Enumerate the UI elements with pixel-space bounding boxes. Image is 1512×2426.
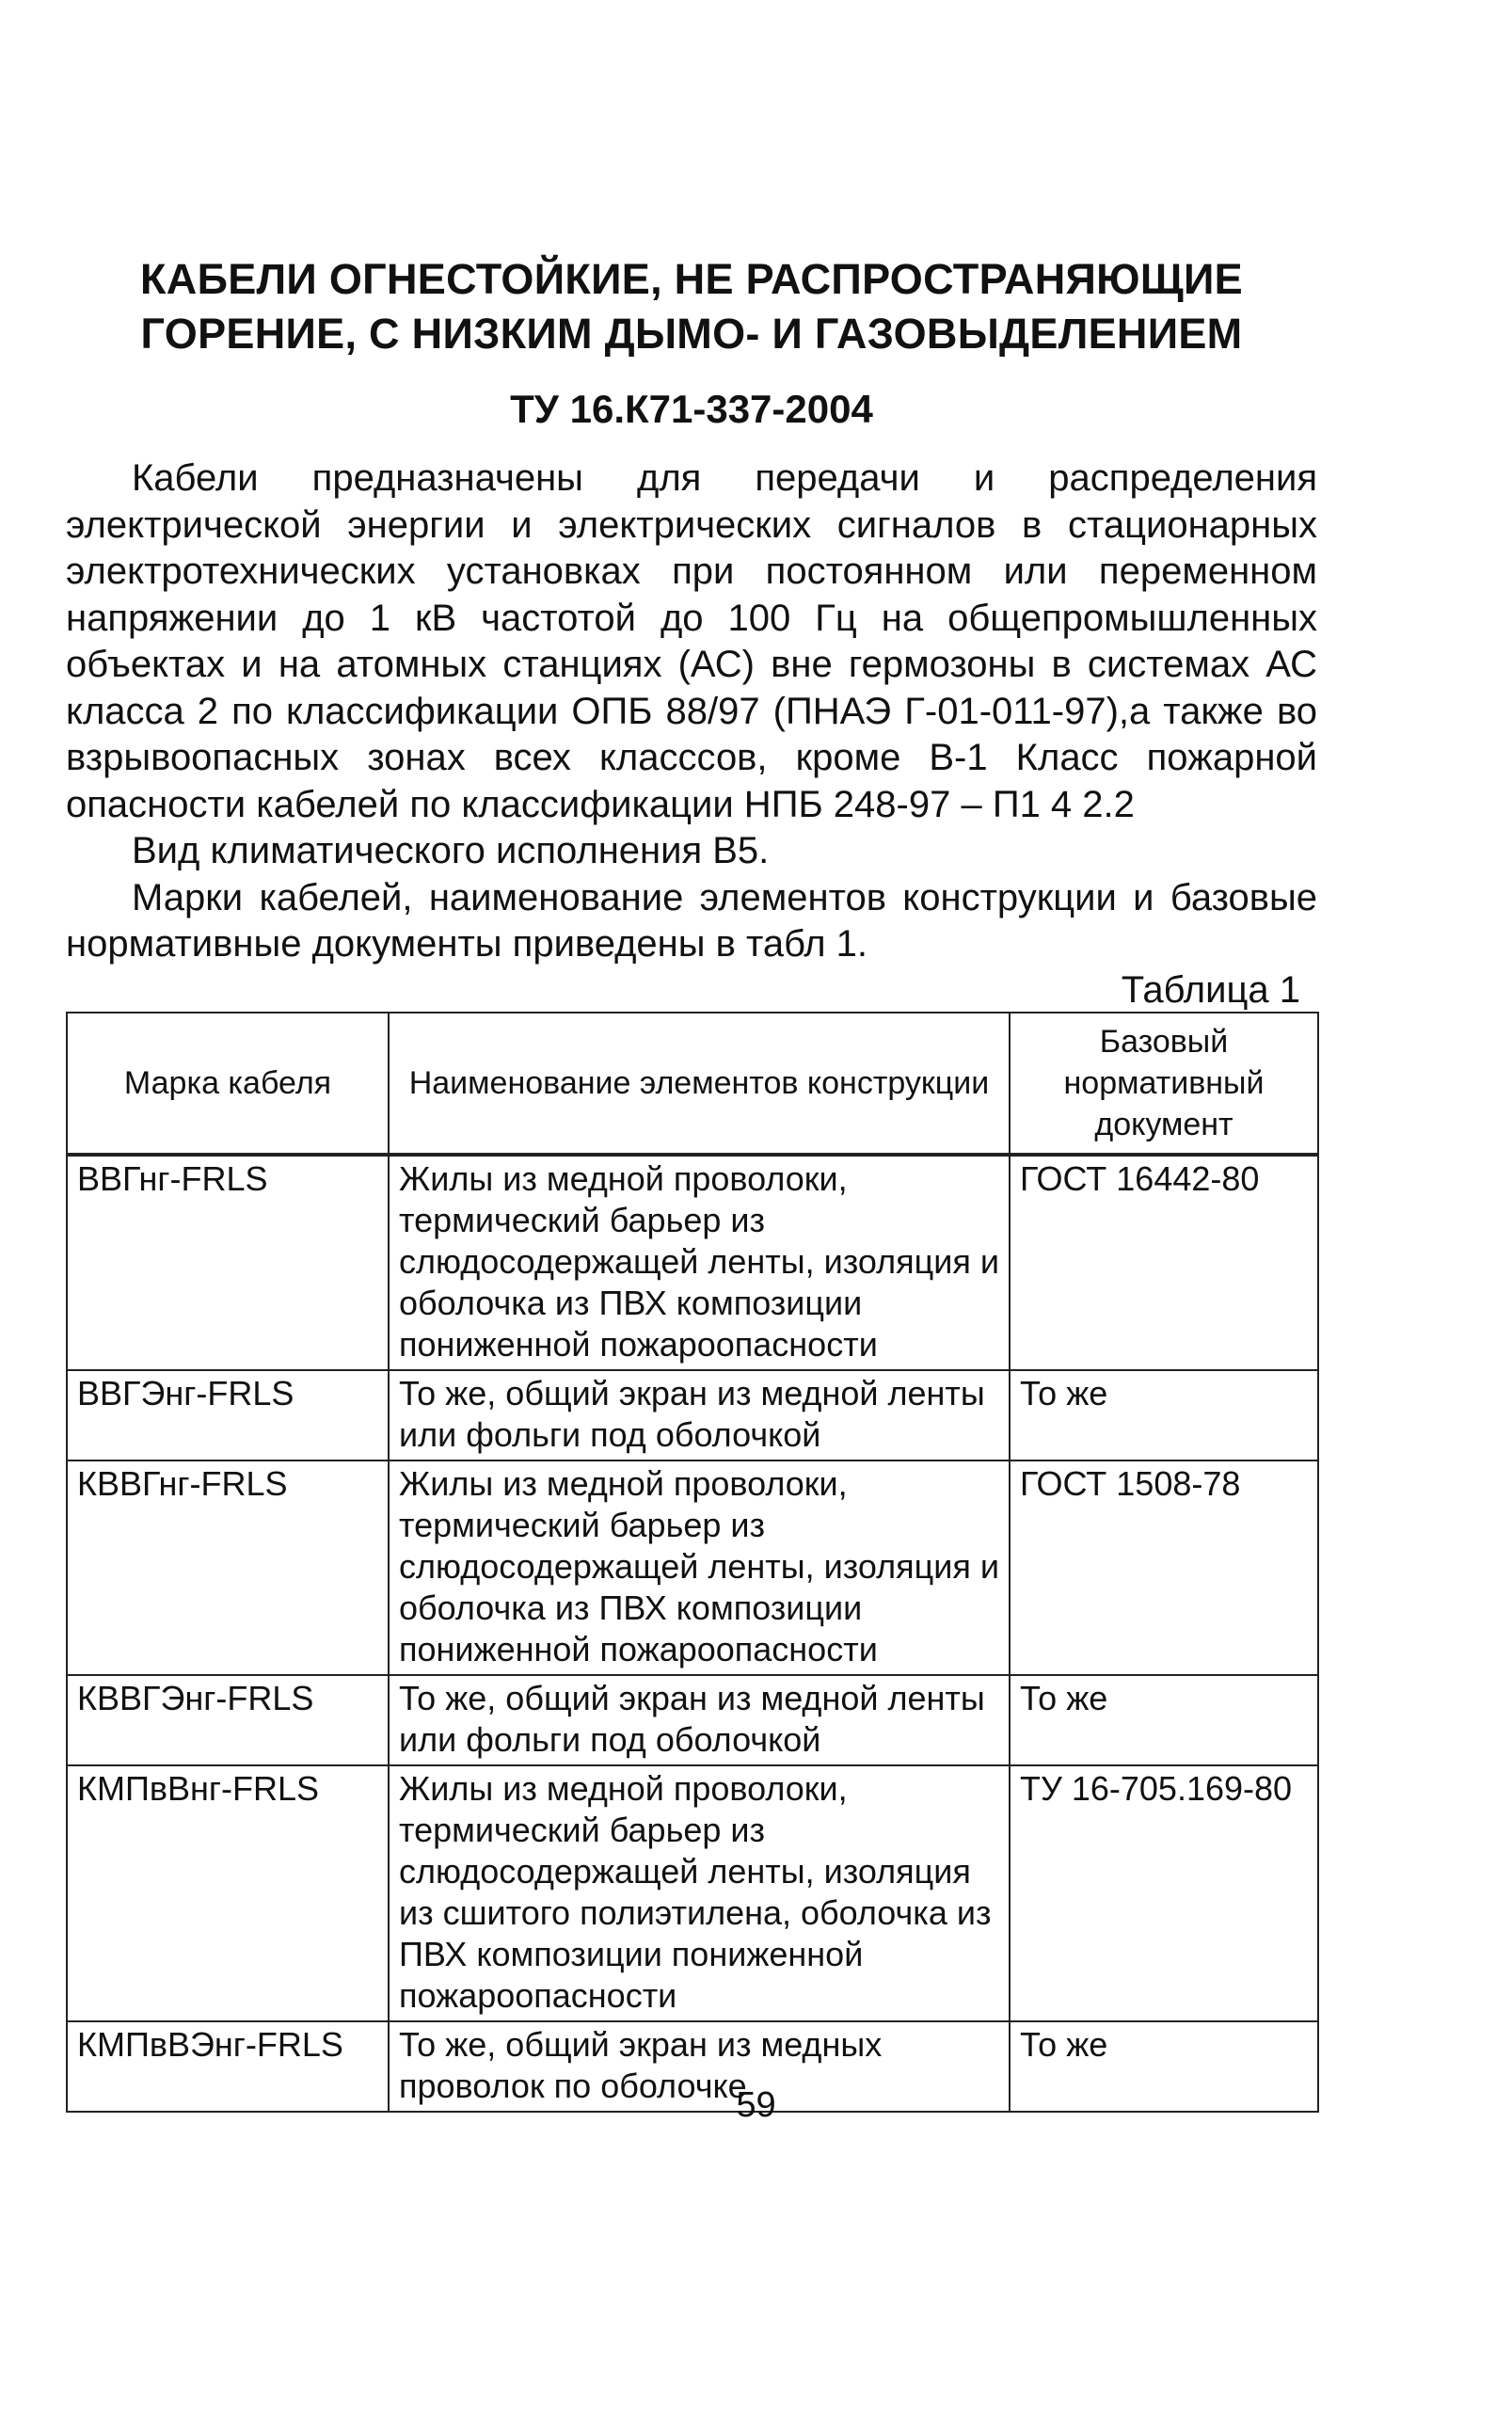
table-row	[67, 1765, 1318, 2021]
cell-document: То же	[1010, 1370, 1318, 1460]
table-caption: Таблица 1	[1121, 968, 1300, 1011]
cell-mark: ВВГЭнг-FRLS	[67, 1370, 389, 1460]
cell-document: То же	[1010, 2021, 1318, 2112]
cell-mark: КМПвВЭнг-FRLS	[67, 2021, 389, 2112]
header-construction: Наименование элементов конструкции	[389, 1013, 1010, 1155]
cell-document: ГОСТ 1508-78	[1010, 1460, 1318, 1675]
cell-description: Жилы из медной проволоки, термический барьер из слюдосодержащей ленты, изоляция и оболочка из ПВХ композиции пониженной пожароопасности	[389, 1460, 1010, 1675]
page-number: 59	[736, 2085, 776, 2125]
cell-description: Жилы из медной проволоки, термический барьер из слюдосодержащей ленты, изоляция из сшитого полиэтилена, оболочка из ПВХ композиции пониженной пожароопасности	[389, 1765, 1010, 2021]
cell-description: То же, общий экран из медных проволок по оболочке	[389, 2021, 1010, 2112]
cell-mark: КВВГЭнг-FRLS	[67, 1675, 389, 1765]
cell-description: То же, общий экран из медной ленты или фольги под оболочкой	[389, 1370, 1010, 1460]
description-paragraph: Кабели предназначены для передачи и распределения электрической энергии и электрических сигналов в стационарных электротехнических установках при постоянном или переменном напряжении до 1 кВ частотой до 100 Гц на общепромышленных объектах и на атомных станциях (АС) вне гермозоны в системах АС класса 2 по классификации ОПБ 88/97 (ПНАЭ Г-01-011-97),а также во взрывоопасных зонах всех класссов, кроме В-1 Класс пожарной опасности кабелей по классификации НПБ 248-97 – П1 4 2.2	[66, 457, 1317, 825]
document-title	[66, 252, 1317, 361]
title-line-1: КАБЕЛИ ОГНЕСТОЙКИЕ, НЕ РАСПРОСТРАНЯЮЩИЕ	[140, 255, 1243, 303]
standard-designation: ТУ 16.К71-337-2004	[510, 387, 873, 431]
table-row	[67, 1675, 1318, 1765]
table-row	[67, 1155, 1318, 1370]
cables-table	[66, 1012, 1319, 2113]
cell-mark: ВВГнг-FRLS	[67, 1155, 389, 1370]
climate-paragraph: Вид климатического исполнения В5.	[132, 830, 770, 871]
header-document: Базовый нормативный документ	[1010, 1013, 1318, 1155]
header-cable-mark: Марка кабеля	[67, 1013, 389, 1155]
cell-document: ГОСТ 16442-80	[1010, 1155, 1318, 1370]
cell-description: То же, общий экран из медной ленты или фольги под оболочкой	[389, 1675, 1010, 1765]
table-reference-paragraph: Марки кабелей, наименование элементов конструкции и базовые нормативные документы приведены в табл 1.	[66, 876, 1317, 965]
table-row	[67, 1370, 1318, 1460]
cell-description: Жилы из медной проволоки, термический барьер из слюдосодержащей ленты, изоляция и оболочка из ПВХ композиции пониженной пожароопасности	[389, 1155, 1010, 1370]
table-row	[67, 1460, 1318, 1675]
cell-mark: КВВГнг-FRLS	[67, 1460, 389, 1675]
table-header-row	[67, 1013, 1318, 1155]
document-page	[66, 252, 1317, 2113]
cell-mark: КМПвВнг-FRLS	[67, 1765, 389, 2021]
cell-document: То же	[1010, 1675, 1318, 1765]
title-line-2: ГОРЕНИЕ, С НИЗКИМ ДЫМО- И ГАЗОВЫДЕЛЕНИЕМ	[140, 310, 1243, 358]
cell-document: ТУ 16-705.169-80	[1010, 1765, 1318, 2021]
